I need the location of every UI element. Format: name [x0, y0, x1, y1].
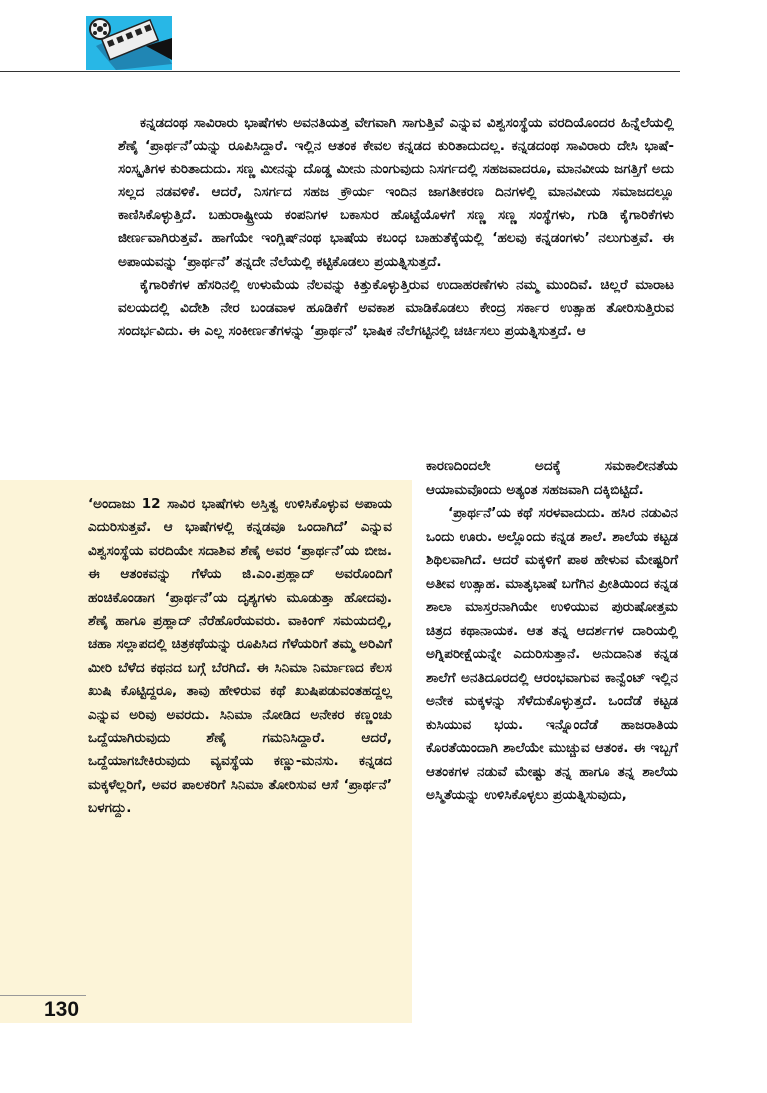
film-reel-camera-icon	[86, 16, 172, 70]
header-rule	[0, 71, 680, 72]
main-paragraph-1: ಕನ್ನಡದಂಥ ಸಾವಿರಾರು ಭಾಷೆಗಳು ಅವನತಿಯತ್ತ ವೇಗವಾಗಿ ಸಾಗುತ್ತಿವೆ ಎನ್ನುವ ವಿಶ್ವಸಂಸ್ಥೆಯ ವರದಿಯೊಂದರ ಹಿನ್ನೆಲೆಯಲ್ಲಿ ಶೆಣೈ ‘ಪ್ರಾರ್ಥನೆ’ಯನ್ನು ರೂಪಿಸಿದ್ದಾರೆ. ಇಲ್ಲಿನ ಆತಂಕ ಕೇವಲ ಕನ್ನಡದ ಕುರಿತಾದುದಲ್ಲ. ಕನ್ನಡದಂಥ ಸಾವಿರಾರು ದೇಸಿ ಭಾಷೆ-ಸಂಸ್ಕೃತಿಗಳ ಕುರಿತಾದುದು. ಸಣ್ಣ ಮೀನನ್ನು ದೊಡ್ಡ ಮೀನು ನುಂಗುವುದು ನಿಸರ್ಗದಲ್ಲಿ ಸಹಜವಾದರೂ, ಮಾನವೀಯ ಜಗತ್ತಿಗೆ ಅದು ಸಲ್ಲದ ನಡವಳಿಕೆ. ಆದರೆ, ನಿಸರ್ಗದ ಸಹಜ ಕ್ರೌರ್ಯ ಇಂದಿನ ಜಾಗತೀಕರಣ ದಿನಗಳಲ್ಲಿ ಮಾನವೀಯ ಸಮಾಜದಲ್ಲೂ ಕಾಣಿಸಿಕೊಳ್ಳುತ್ತಿದೆ. ಬಹುರಾಷ್ಟ್ರೀಯ ಕಂಪನಿಗಳ ಬಕಾಸುರ ಹೊಟ್ಟೆಯೊಳಗೆ ಸಣ್ಣ ಸಣ್ಣ ಸಂಸ್ಥೆಗಳು, ಗುಡಿ ಕೈಗಾರಿಕೆಗಳು ಜೀರ್ಣವಾಗಿರುತ್ತವೆ. ಹಾಗೆಯೇ ಇಂಗ್ಲಿಷ್‌ನಂಥ ಭಾಷೆಯ ಕಬಂಧ ಬಾಹುತೆಕ್ಕೆಯಲ್ಲಿ ‘ಹಲವು ಕನ್ನಡಂಗಳು’ ನಲುಗುತ್ತವೆ. ಈ ಅಪಾಯವನ್ನು ‘ಪ್ರಾರ್ಥನೆ’ ತನ್ನದೇ ನೆಲೆಯಲ್ಲಿ ಕಟ್ಟಿಕೊಡಲು ಪ್ರಯತ್ನಿಸುತ್ತದೆ.	[118, 115, 674, 270]
main-paragraph-2: ಕೈಗಾರಿಕೆಗಳ ಹೆಸರಿನಲ್ಲಿ ಉಳುಮೆಯ ನೆಲವನ್ನು ಕಿತ್ತುಕೊಳ್ಳುತ್ತಿರುವ ಉದಾಹರಣೆಗಳು ನಮ್ಮ ಮುಂದಿವೆ. ಚಿಲ್ಲರೆ ಮಾರಾಟ ವಲಯದಲ್ಲಿ ವಿದೇಶಿ ನೇರ ಬಂಡವಾಳ ಹೂಡಿಕೆಗೆ ಅವಕಾಶ ಮಾಡಿಕೊಡಲು ಕೇಂದ್ರ ಸರ್ಕಾರ ಉತ್ಸಾಹ ತೋರಿಸುತ್ತಿರುವ ಸಂದರ್ಭವಿದು. ಈ ಎಲ್ಲ ಸಂಕೀರ್ಣತೆಗಳನ್ನು ‘ಪ್ರಾರ್ಥನೆ’ ಭಾಷಿಕ ನೆಲೆಗಟ್ಟಿನಲ್ಲಿ ಚರ್ಚಿಸಲು ಪ್ರಯತ್ನಿಸುತ್ತದೆ. ಆ	[118, 276, 674, 339]
right-column-text	[426, 455, 678, 808]
right-paragraph-2: ‘ಪ್ರಾರ್ಥನೆ’ಯ ಕಥೆ ಸರಳವಾದುದು. ಹಸಿರ ನಡುವಿನ ಒಂದು ಊರು. ಅಲ್ಲೊಂದು ಕನ್ನಡ ಶಾಲೆ. ಶಾಲೆಯ ಕಟ್ಟಡ ಶಿಥಿಲವಾಗಿದೆ. ಆದರೆ ಮಕ್ಕಳಿಗೆ ಪಾಠ ಹೇಳುವ ಮೇಷ್ಟರಿಗೆ ಅತೀವ ಉತ್ಸಾಹ. ಮಾತೃಭಾಷೆ ಬಗೆಗಿನ ಪ್ರೀತಿಯಿಂದ ಕನ್ನಡ ಶಾಲಾ ಮಾಸ್ತರನಾಗಿಯೇ ಉಳಿಯುವ ಪುರುಷೋತ್ತಮ ಚಿತ್ರದ ಕಥಾನಾಯಕ. ಆತ ತನ್ನ ಆದರ್ಶಗಳ ದಾರಿಯಲ್ಲಿ ಅಗ್ನಿಪರೀಕ್ಷೆಯನ್ನೇ ಎದುರಿಸುತ್ತಾನೆ. ಅನುದಾನಿತ ಕನ್ನಡ ಶಾಲೆಗೆ ಅನತಿದೂರದಲ್ಲಿ ಆರಂಭವಾಗುವ ಕಾನ್ವೆಂಟ್ ಇಲ್ಲಿನ ಅನೇಕ ಮಕ್ಕಳನ್ನು ಸೆಳೆದುಕೊಳ್ಳುತ್ತದೆ. ಒಂದೆಡೆ ಕಟ್ಟಡ ಕುಸಿಯುವ ಭಯ. ಇನ್ನೊಂದೆಡೆ ಹಾಜರಾತಿಯ ಕೊರತೆಯಿಂದಾಗಿ ಶಾಲೆಯೇ ಮುಚ್ಚುವ ಆತಂಕ. ಈ ಇಬ್ಬಗೆ ಆತಂಕಗಳ ನಡುವೆ ಮೇಷ್ಟು ತನ್ನ ಹಾಗೂ ತನ್ನ ಶಾಲೆಯ ಅಸ್ಮಿತೆಯನ್ನು ಉಳಿಸಿಕೊಳ್ಳಲು ಪ್ರಯತ್ನಿಸುವುದು,	[426, 505, 678, 803]
sidebar-box-text	[88, 493, 392, 821]
page-number: 130	[44, 998, 80, 1021]
right-paragraph-1: ಕಾರಣದಿಂದಲೇ ಅದಕ್ಕೆ ಸಮಕಾಲೀನತೆಯ ಆಯಾಮವೊಂದು ಅತ್ಯಂತ ಸಹಜವಾಗಿ ದಕ್ಕಿಬಿಟ್ಟಿದೆ.	[426, 458, 678, 498]
page-number-rule	[0, 995, 86, 996]
main-article-text	[118, 112, 674, 343]
sidebar-box-paragraph: ‘ಅಂದಾಜು 12 ಸಾವಿರ ಭಾಷೆಗಳು ಅಸ್ತಿತ್ವ ಉಳಿಸಿಕೊಳ್ಳುವ ಅಪಾಯ ಎದುರಿಸುತ್ತವೆ. ಆ ಭಾಷೆಗಳಲ್ಲಿ ಕನ್ನಡವೂ ಒಂದಾಗಿದೆ’ ಎನ್ನುವ ವಿಶ್ವಸಂಸ್ಥೆಯ ವರದಿಯೇ ಸದಾಶಿವ ಶೆಣೈ ಅವರ ‘ಪ್ರಾರ್ಥನೆ’ಯ ಬೀಜ. ಈ ಆತಂಕವನ್ನು ಗೆಳೆಯ ಜಿ.ಎಂ.ಪ್ರಹ್ಲಾದ್ ಅವರೊಂದಿಗೆ ಹಂಚಿಕೊಂಡಾಗ ‘ಪ್ರಾರ್ಥನೆ’ಯ ದೃಶ್ಯಗಳು ಮೂಡುತ್ತಾ ಹೋದವು. ಶೆಣೈ ಹಾಗೂ ಪ್ರಹ್ಲಾದ್ ನೆರೆಹೊರೆಯವರು. ವಾಕಿಂಗ್ ಸಮಯದಲ್ಲಿ, ಚಹಾ ಸಲ್ಲಾಪದಲ್ಲಿ ಚಿತ್ರಕಥೆಯನ್ನು ರೂಪಿಸಿದ ಗೆಳೆಯರಿಗೆ ತಮ್ಮ ಅರಿವಿಗೆ ಮೀರಿ ಬೆಳೆದ ಕಥನದ ಬಗ್ಗೆ ಬೆರಗಿದೆ. ಈ ಸಿನಿಮಾ ನಿರ್ಮಾಣದ ಕೆಲಸ ಖುಷಿ ಕೊಟ್ಟಿದ್ದರೂ, ತಾವು ಹೇಳಿರುವ ಕಥೆ ಖುಷಿಪಡುವಂತಹದ್ದಲ್ಲ ಎನ್ನುವ ಅರಿವು ಅವರದು. ಸಿನಿಮಾ ನೋಡಿದ ಅನೇಕರ ಕಣ್ಣಂಚು ಒದ್ದೆಯಾಗಿರುವುದು ಶೆಣೈ ಗಮನಿಸಿದ್ದಾರೆ. ಆದರೆ, ಒದ್ದೆಯಾಗಬೇಕಿರುವುದು ವ್ಯವಸ್ಥೆಯ ಕಣ್ಣು-ಮನಸು. ಕನ್ನಡದ ಮಕ್ಕಳೆಲ್ಲರಿಗೆ, ಅವರ ಪಾಲಕರಿಗೆ ಸಿನಿಮಾ ತೋರಿಸುವ ಆಸೆ ‘ಪ್ರಾರ್ಥನೆ’ ಬಳಗದ್ದು.	[88, 496, 392, 817]
